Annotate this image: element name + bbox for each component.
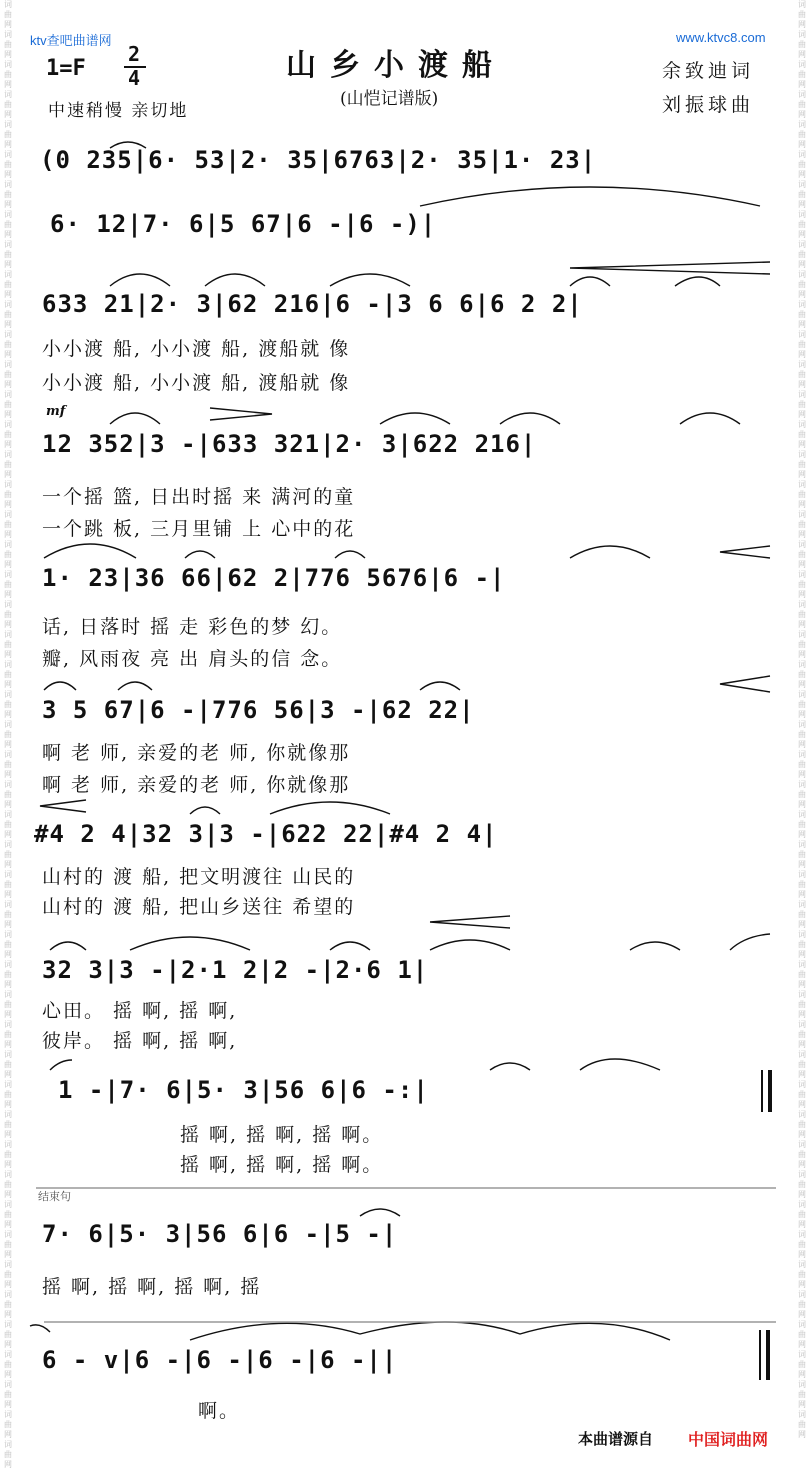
lyric-verse-2: 啊 老 师, 亲爱的老 师, 你就像那 xyxy=(42,774,351,796)
tie-slur xyxy=(580,1059,660,1070)
notation-line: 12 352|3 -|633 321|2· 3|622 216| xyxy=(42,430,537,458)
crescendo-hairpin xyxy=(430,916,510,928)
lyric-verse-1: 啊 老 师, 亲爱的老 师, 你就像那 xyxy=(42,742,351,764)
lyric-verse-1: 心田。 摇 啊, 摇 啊, xyxy=(42,1000,238,1022)
long-slur xyxy=(190,1322,670,1340)
slur xyxy=(675,277,720,286)
crescendo-hairpin xyxy=(720,676,770,692)
notation-line: 7· 6|5· 3|56 6|6 -|5 -| xyxy=(42,1220,398,1248)
notation-line: 6· 12|7· 6|5 67|6 -|6 -)| xyxy=(50,210,437,238)
notation-line: (0 235|6· 53|2· 35|6763|2· 35|1· 23| xyxy=(40,146,597,174)
left-watermark-strip: 词曲网词曲网词曲网词曲网词曲网词曲网词曲网词曲网词曲网词曲网词曲网词曲网词曲网词曲网词曲网词曲网词曲网词曲网词曲网词曲网词曲网词曲网词曲网词曲网词曲网词曲网词曲网词曲网词曲网词曲网词曲网词曲网词曲网词曲网词曲网词曲网词曲网词曲网词曲网词曲网词曲网词曲网词曲网词曲网词曲网词曲网词曲网词曲网词曲网 xyxy=(4,0,12,1469)
tie-slur xyxy=(270,802,390,814)
slur xyxy=(110,274,170,286)
dynamic-mf: mf xyxy=(46,404,66,419)
slur xyxy=(185,551,215,558)
slur xyxy=(44,544,136,558)
slur xyxy=(680,413,740,424)
slur xyxy=(190,807,220,814)
slur xyxy=(118,682,152,690)
slur xyxy=(360,1209,400,1216)
lyric-verse-2: 瓣, 风雨夜 亮 出 肩头的信 念。 xyxy=(42,648,343,670)
slur xyxy=(205,274,265,286)
tuplet-slur xyxy=(110,413,160,424)
decrescendo-hairpin xyxy=(210,408,272,420)
lyric-verse-1: 小小渡 船, 小小渡 船, 渡船就 像 xyxy=(42,338,351,360)
lyric-verse-2: 一个跳 板, 三月里铺 上 心中的花 xyxy=(42,518,356,540)
composer: 刘振球曲 xyxy=(662,94,755,116)
crescendo-hairpin xyxy=(570,262,770,274)
source-label: 本曲谱源自 xyxy=(578,1431,654,1448)
notation-line: 1· 23|36 66|62 2|776 5676|6 -| xyxy=(42,564,506,592)
slur xyxy=(420,682,460,690)
slur xyxy=(570,546,650,558)
crescendo-hairpin xyxy=(40,800,86,812)
lyric-verse-1: 话, 日落时 摇 走 彩色的梦 幻。 xyxy=(42,616,343,638)
time-signature-top: 2 xyxy=(128,42,141,66)
lyric-verse-1: 山村的 渡 船, 把文明渡往 山民的 xyxy=(42,866,356,888)
slur xyxy=(50,1060,72,1070)
slur xyxy=(44,682,76,690)
source-site-link[interactable]: 中国词曲网 xyxy=(688,1432,769,1449)
slur xyxy=(30,1325,50,1332)
site-link-right[interactable]: www.ktvc8.com xyxy=(676,30,766,45)
notation-line: 6 - v|6 -|6 -|6 -|6 -|| xyxy=(42,1346,398,1374)
slur xyxy=(380,413,450,424)
lyric-verse-1: 一个摇 篮, 日出时摇 来 满河的童 xyxy=(42,486,356,508)
right-watermark-strip: 词曲网词曲网词曲网词曲网词曲网词曲网词曲网词曲网词曲网词曲网词曲网词曲网词曲网词曲网词曲网词曲网词曲网词曲网词曲网词曲网词曲网词曲网词曲网词曲网词曲网词曲网词曲网词曲网词曲网词曲网词曲网词曲网词曲网词曲网词曲网词曲网词曲网词曲网词曲网词曲网词曲网词曲网词曲网词曲网词曲网词曲网词曲网词曲网 xyxy=(798,0,806,1439)
tie-slur xyxy=(430,940,510,950)
tuplet-slur xyxy=(110,142,146,148)
tie-slur xyxy=(130,937,250,950)
tie-slur xyxy=(420,187,760,206)
slur xyxy=(330,942,370,950)
lyric-verse-2: 摇 啊, 摇 啊, 摇 啊。 xyxy=(180,1154,384,1176)
tempo-marking: 中速稍慢 亲切地 xyxy=(48,101,189,121)
lyric-verse-1: 摇 啊, 摇 啊, 摇 啊。 xyxy=(180,1124,384,1146)
lyric-verse-2: 小小渡 船, 小小渡 船, 渡船就 像 xyxy=(42,372,351,394)
coda-label: 结束句 xyxy=(38,1191,71,1203)
lyric-verse-1: 啊。 xyxy=(198,1400,241,1422)
notation-line: 1 -|7· 6|5· 3|56 6|6 -:| xyxy=(58,1076,429,1104)
site-link-top[interactable]: ktv查吧曲谱网 xyxy=(30,33,112,48)
song-title: 山乡小渡船 xyxy=(286,48,506,83)
slur xyxy=(490,1063,530,1070)
lyric-verse-1: 摇 啊, 摇 啊, 摇 啊, 摇 xyxy=(42,1276,262,1298)
notation-line: 3 5 67|6 -|776 56|3 -|62 22| xyxy=(42,696,475,724)
slur xyxy=(330,274,410,286)
notation-line: 633 21|2· 3|62 216|6 -|3 6 6|6 2 2| xyxy=(42,290,583,318)
notation-line: 32 3|3 -|2·1 2|2 -|2·6 1| xyxy=(42,956,429,984)
slur xyxy=(335,551,365,558)
lyricist: 余致迪词 xyxy=(662,60,755,82)
notation-line: #4 2 4|32 3|3 -|622 22|#4 2 4| xyxy=(34,820,498,848)
song-subtitle: (山恺记谱版) xyxy=(340,89,439,109)
slur xyxy=(630,942,680,950)
slur xyxy=(730,934,770,950)
key-signature: 1=F xyxy=(46,56,86,81)
lyric-verse-2: 彼岸。 摇 啊, 摇 啊, xyxy=(42,1030,238,1052)
crescendo-hairpin xyxy=(720,546,770,558)
time-signature-bottom: 4 xyxy=(128,66,141,90)
slur xyxy=(50,942,86,950)
lyric-verse-2: 山村的 渡 船, 把山乡送往 希望的 xyxy=(42,896,356,918)
slur xyxy=(570,277,610,286)
slur xyxy=(500,413,560,424)
